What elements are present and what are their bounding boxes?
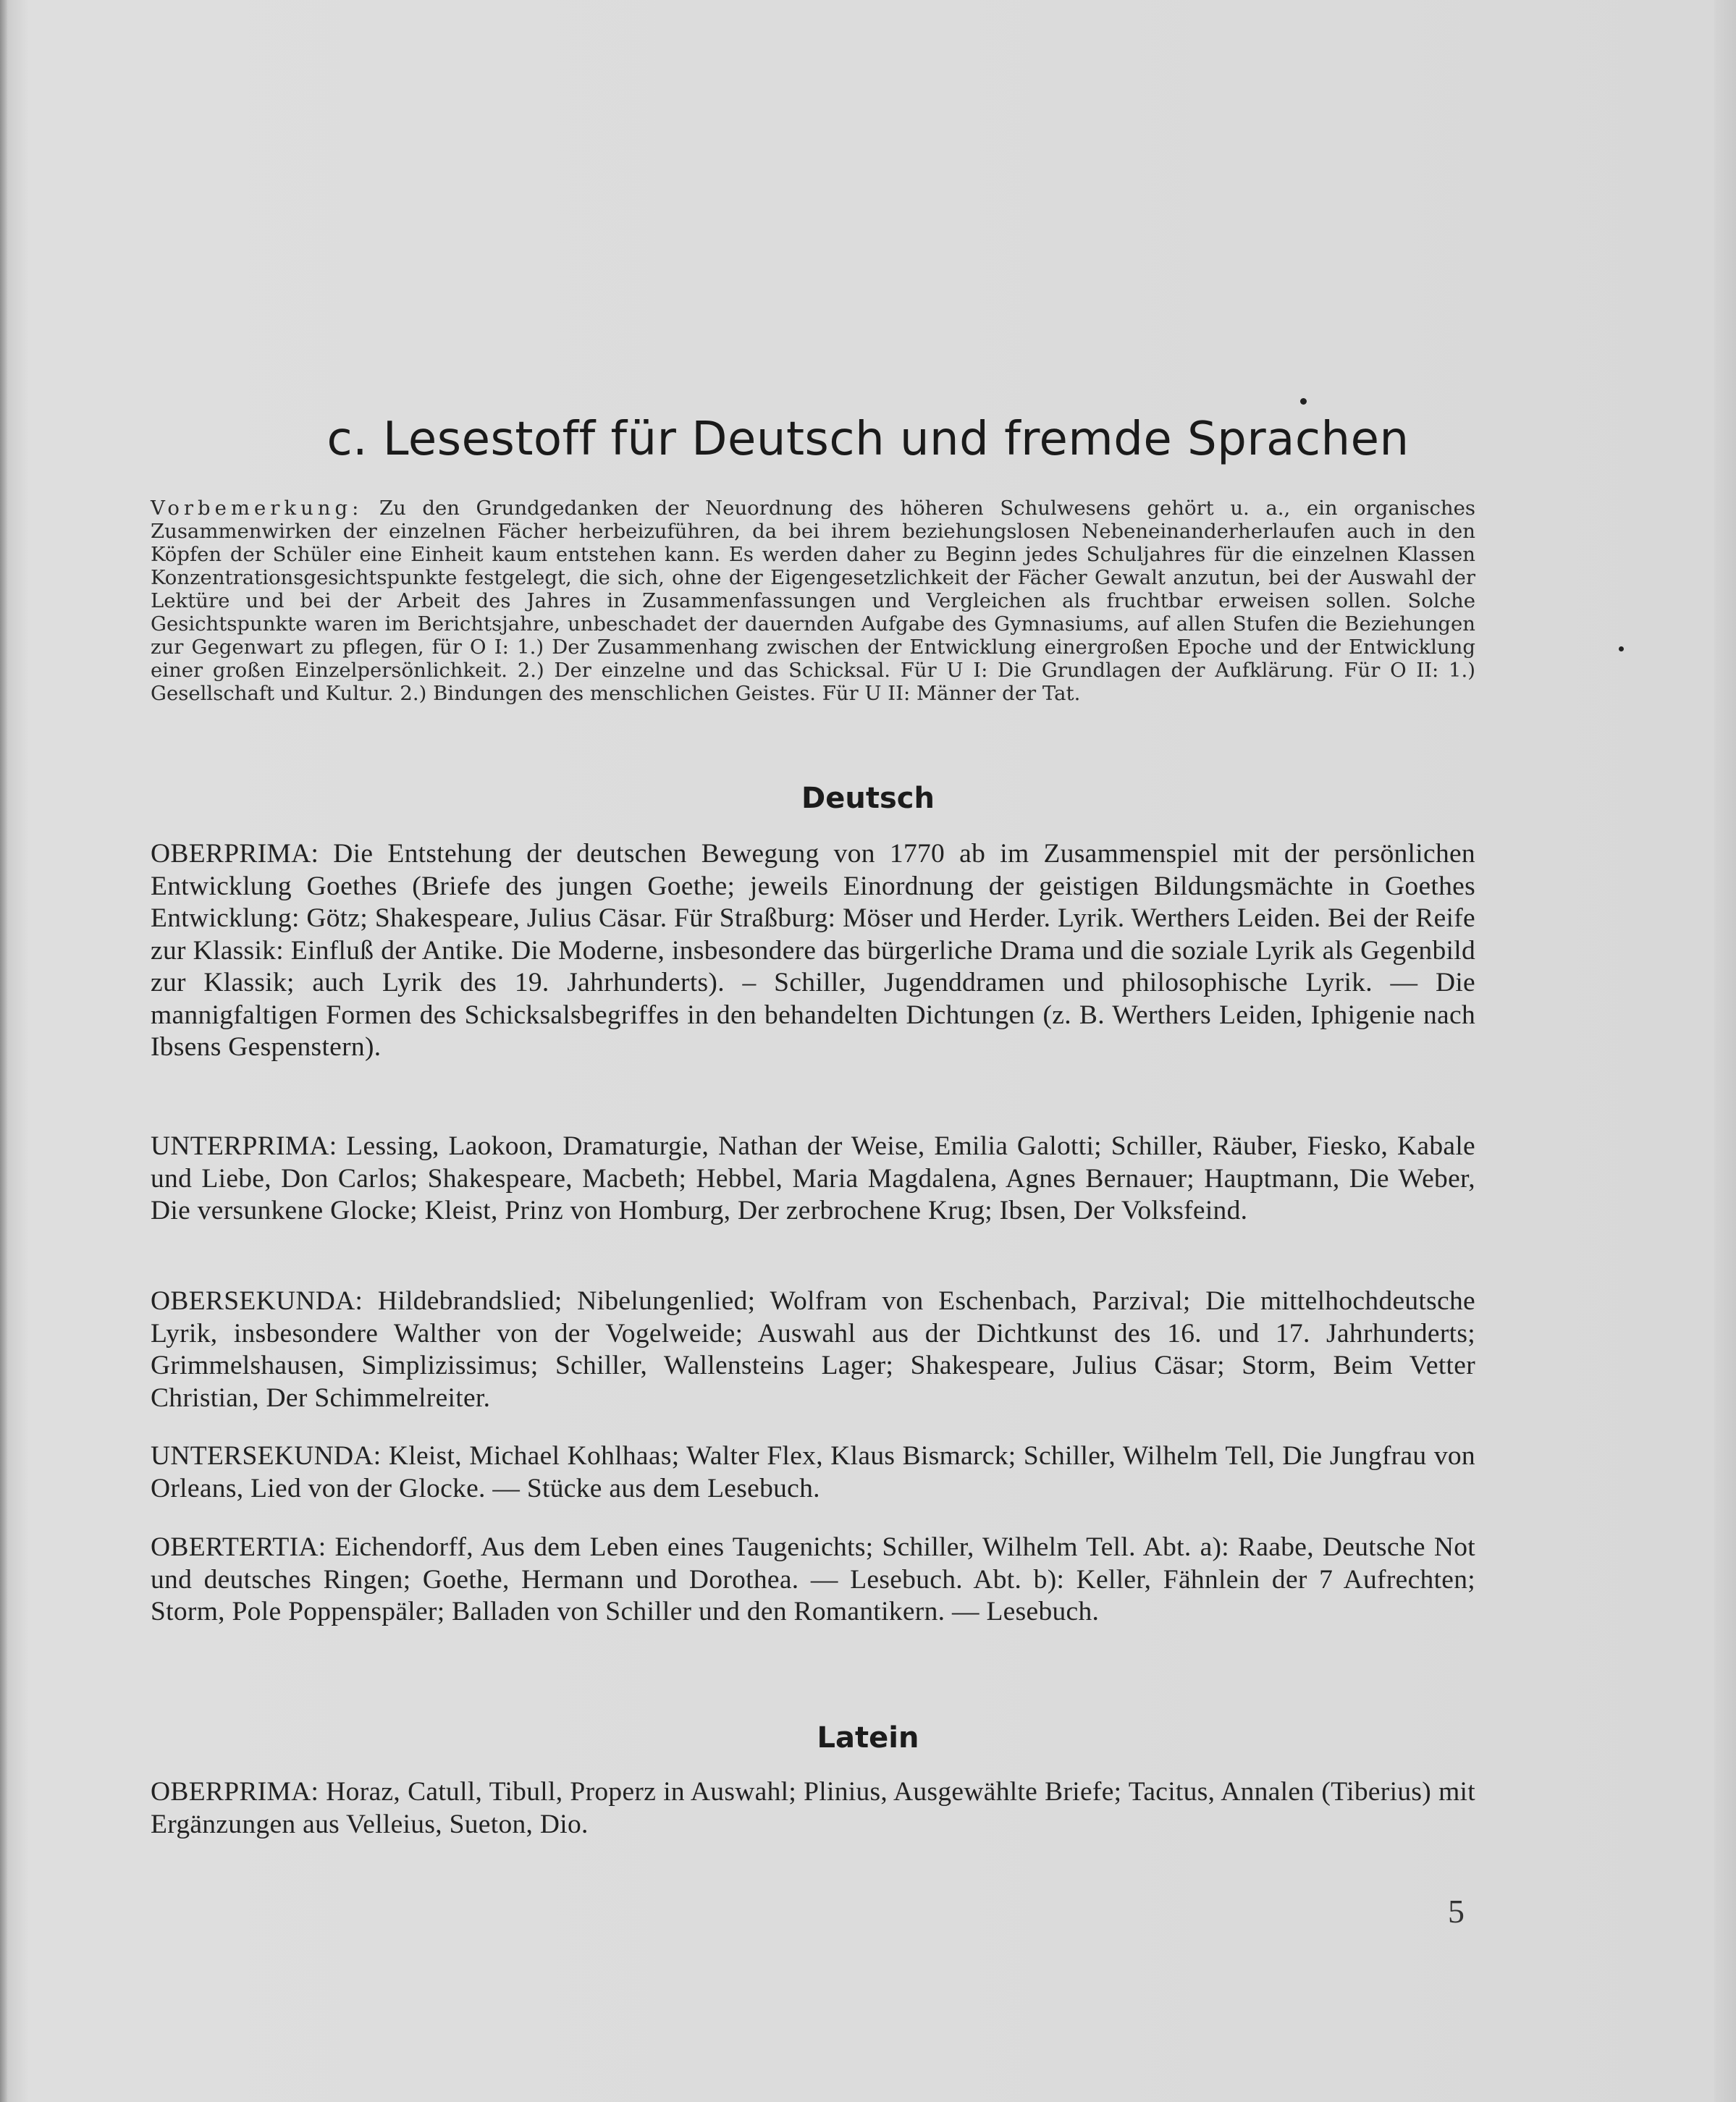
- entry-label: OBERPRIMA:: [151, 839, 319, 869]
- entry-label: OBERPRIMA:: [151, 1777, 319, 1807]
- preface-text: Zu den Grundgedanken der Neuordnung des höheren Schulwesens gehört u. a., ein organisches Zusammenwirken der einzelnen Fächer herbeizuführen, da bei ihrem beziehungslosen Nebeneinanderherlaufen auch in den Köpfen der Schüler eine Einheit kaum entstehen kann. Es werden daher zu Beginn jedes Schuljahres für die einzelnen Klassen Konzentrationsgesichtspunkte festgelegt, die sich, ohne der Eigengesetzlichkeit der Fächer Gewalt anzutun, bei der Auswahl der Lektüre und bei der Arbeit des Jahres in Zusammenfassungen und Vergleichen als fruchtbar erweisen sollen. Solche Gesichtspunkte waren im Berichtsjahre, unbeschadet der dauernden Aufgabe des Gymnasiums, auf allen Stufen die Beziehungen zur Gegenwart zu pflegen, für O I: 1.) Der Zusammenhang zwischen der Entwicklung einergroßen Epoche und der Entwicklung einer großen Einzelpersönlichkeit. 2.) Der einzelne und das Schicksal. Für U I: Die Grundlagen der Aufklärung. Für O II: 1.) Gesellschaft und Kultur. 2.) Bindungen des menschlichen Geistes. Für U II: Männer der Tat.: [151, 497, 1475, 705]
- entry-label: UNTERSEKUNDA:: [151, 1441, 382, 1471]
- entry-deutsch-obersekunda: [151, 1286, 1475, 1414]
- entry-text: Die Entstehung der deutschen Bewegung von 1770 ab im Zusammenspiel mit der persönlichen Entwicklung Goethes (Briefe des jungen Goethe; jeweils Einordnung der geistigen Bildungsmächte in Goethes Entwicklung: Götz; Shakespeare, Julius Cäsar. Für Straßburg: Möser und Herder. Lyrik. Werthers Leiden. Bei der Reife zur Klassik: Einfluß der Antike. Die Moderne, insbesondere das bürgerliche Drama und die soziale Lyrik als Gegenbild zur Klassik; auch Lyrik des 19. Jahrhunderts). – Schiller, Jugenddramen und philosophische Lyrik. — Die mannigfaltigen Formen des Schicksalsbegriffes in den behandelten Dichtungen (z. B. Werthers Leiden, Iphigenie nach Ibsens Gespenstern).: [151, 839, 1476, 1062]
- entry-text: Kleist, Michael Kohlhaas; Walter Flex, Klaus Bismarck; Schiller, Wilhelm Tell, Die Jungfrau von Orleans, Lied von der Glocke. — Stücke aus dem Lesebuch.: [151, 1441, 1475, 1503]
- ink-speck: [1300, 398, 1307, 405]
- entry-label: OBERSEKUNDA:: [151, 1286, 363, 1316]
- entry-text: Horaz, Catull, Tibull, Properz in Auswahl; Plinius, Ausgewählte Briefe; Tacitus, Annalen (Tiberius) mit Ergänzungen aus Velleius, Sueton, Dio.: [151, 1777, 1475, 1839]
- entry-deutsch-untersekunda: [151, 1440, 1475, 1505]
- entry-label: UNTERPRIMA:: [151, 1131, 337, 1161]
- page-number: 5: [1448, 1893, 1465, 1930]
- entry-text: Hildebrandslied; Nibelungenlied; Wolfram von Eschenbach, Parzival; Die mittelhochdeutsche Lyrik, insbesondere Walther von der Vogelweide; Auswahl aus der Dichtkunst des 16. und 17. Jahrhunderts; Grimmelshausen, Simplizissimus; Schiller, Wallensteins Lager; Shakespeare, Julius Cäsar; Storm, Beim Vetter Christian, Der Schimmelreiter.: [151, 1286, 1475, 1413]
- section-heading-deutsch: Deutsch: [801, 782, 935, 815]
- entry-deutsch-unterprima: [151, 1131, 1475, 1228]
- entry-deutsch-oberprima: [151, 838, 1475, 1064]
- entry-text: Lessing, Laokoon, Dramaturgie, Nathan der Weise, Emilia Galotti; Schiller, Räuber, Fiesko, Kabale und Liebe, Don Carlos; Shakespeare, Macbeth; Hebbel, Maria Magdalena, Agnes Bernauer; Hauptmann, Die Weber, Die versunkene Glocke; Kleist, Prinz von Homburg, Der zerbrochene Krug; Ibsen, Der Volksfeind.: [151, 1131, 1475, 1225]
- ink-speck: [1619, 646, 1624, 651]
- entry-latein-oberprima: [151, 1776, 1475, 1841]
- page-binding-shadow: [0, 0, 7, 2102]
- entry-label: OBERTERTIA:: [151, 1532, 326, 1562]
- preface-paragraph: [151, 497, 1475, 705]
- section-heading-latein: Latein: [817, 1721, 919, 1755]
- page-edge: [1714, 0, 1736, 2102]
- entry-deutsch-obertertia: [151, 1532, 1475, 1629]
- preface-label: Vorbemerkung:: [151, 497, 363, 520]
- entry-text: Eichendorff, Aus dem Leben eines Taugenichts; Schiller, Wilhelm Tell. Abt. a): Raabe, Deutsche Not und deutsches Ringen; Goethe, Hermann und Dorothea. — Lesebuch. Abt. b): Keller, Fähnlein der 7 Aufrechten; Storm, Pole Poppenspäler; Balladen von Schiller und den Romantikern. — Lesebuch.: [151, 1532, 1475, 1626]
- page-title: c. Lesestoff für Deutsch und fremde Sprachen: [326, 413, 1410, 466]
